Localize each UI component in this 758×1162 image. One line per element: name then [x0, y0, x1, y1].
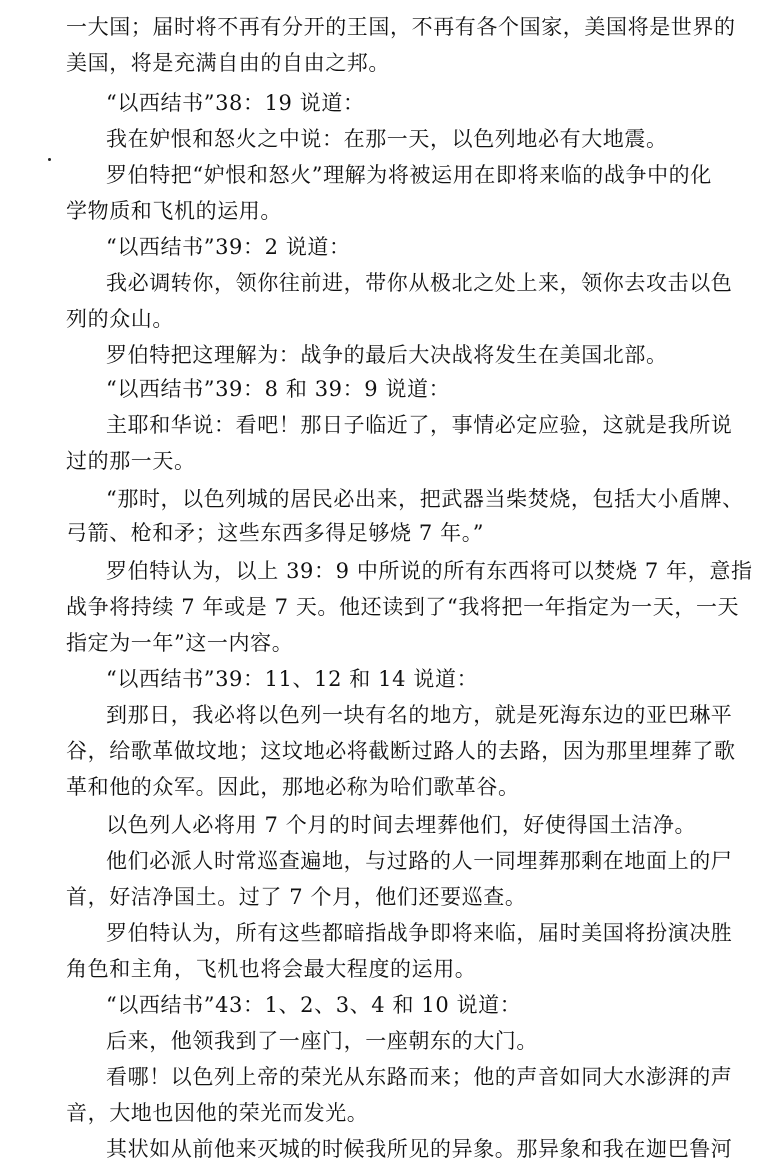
text-line: “那时，以色列城的居民必出来，把武器当柴焚烧，包括大小盾牌、: [106, 487, 744, 511]
text-line: 首，好洁净国土。过了 7 个月，他们还要巡查。: [66, 885, 527, 909]
text-line: 罗伯特认为，所有这些都暗指战争即将来临，届时美国将扮演决胜: [106, 921, 733, 945]
text-line: “以西结书”38：19 说道：: [106, 91, 365, 115]
text-line: 美国，将是充满自由的自由之邦。: [66, 51, 390, 75]
text-line: 主耶和华说：看吧！那日子临近了，事情必定应验，这就是我所说: [106, 413, 733, 437]
text-line: 到那日，我必将以色列一块有名的地方，就是死海东边的亚巴琳平: [106, 703, 733, 727]
text-line: 其状如从前他来灭城的时候我所见的异象。那异象和我在迦巴鲁河: [106, 1137, 733, 1161]
scan-artifact-dot: [48, 158, 51, 161]
text-line: 他们必派人时常巡查遍地，与过路的人一同埋葬那剩在地面上的尸: [106, 849, 733, 873]
text-line: 我在妒恨和怒火之中说：在那一天，以色列地必有大地震。: [106, 127, 668, 151]
text-line: 学物质和飞机的运用。: [66, 199, 282, 223]
text-line: “以西结书”39：11、12 和 14 说道：: [106, 667, 479, 691]
text-line: “以西结书”39：8 和 39：9 说道：: [106, 377, 451, 401]
text-line: 角色和主角，飞机也将会最大程度的运用。: [66, 957, 477, 981]
text-line: 罗伯特把这理解为：战争的最后大决战将发生在美国北部。: [106, 343, 668, 367]
text-line: 罗伯特认为，以上 39：9 中所说的所有东西将可以焚烧 7 年，意指: [106, 559, 753, 583]
text-line: 指定为一年”这一内容。: [66, 631, 294, 655]
text-line: “以西结书”43：1、2、3、4 和 10 说道：: [106, 993, 522, 1017]
text-line: 看哪！以色列上帝的荣光从东路而来；他的声音如同大水澎湃的声: [106, 1065, 733, 1089]
text-line: 一大国；届时将不再有分开的王国，不再有各个国家，美国将是世界的: [66, 15, 736, 39]
text-line: 我必调转你，领你往前进，带你从极北之处上来，领你去攻击以色: [106, 271, 733, 295]
text-line: 罗伯特把“妒恨和怒火”理解为将被运用在即将来临的战争中的化: [106, 163, 712, 187]
text-line: 列的众山。: [66, 307, 174, 331]
text-line: 谷，给歌革做坟地；这坟地必将截断过路人的去路，因为那里埋葬了歌: [66, 739, 736, 763]
text-line: 后来，他领我到了一座门，一座朝东的大门。: [106, 1029, 538, 1053]
text-line: 以色列人必将用 7 个月的时间去埋葬他们，好使得国土洁净。: [106, 813, 697, 837]
text-line: 战争将持续 7 年或是 7 天。他还读到了“我将把一年指定为一天，一天: [66, 595, 740, 619]
text-line: 革和他的众军。因此，那地必称为哈们歌革谷。: [66, 775, 520, 799]
text-line: 过的那一天。: [66, 449, 196, 473]
text-line: 弓箭、枪和矛；这些东西多得足够烧 7 年。”: [66, 521, 485, 545]
text-line: “以西结书”39：2 说道：: [106, 235, 351, 259]
text-line: 音，大地也因他的荣光而发光。: [66, 1101, 369, 1125]
